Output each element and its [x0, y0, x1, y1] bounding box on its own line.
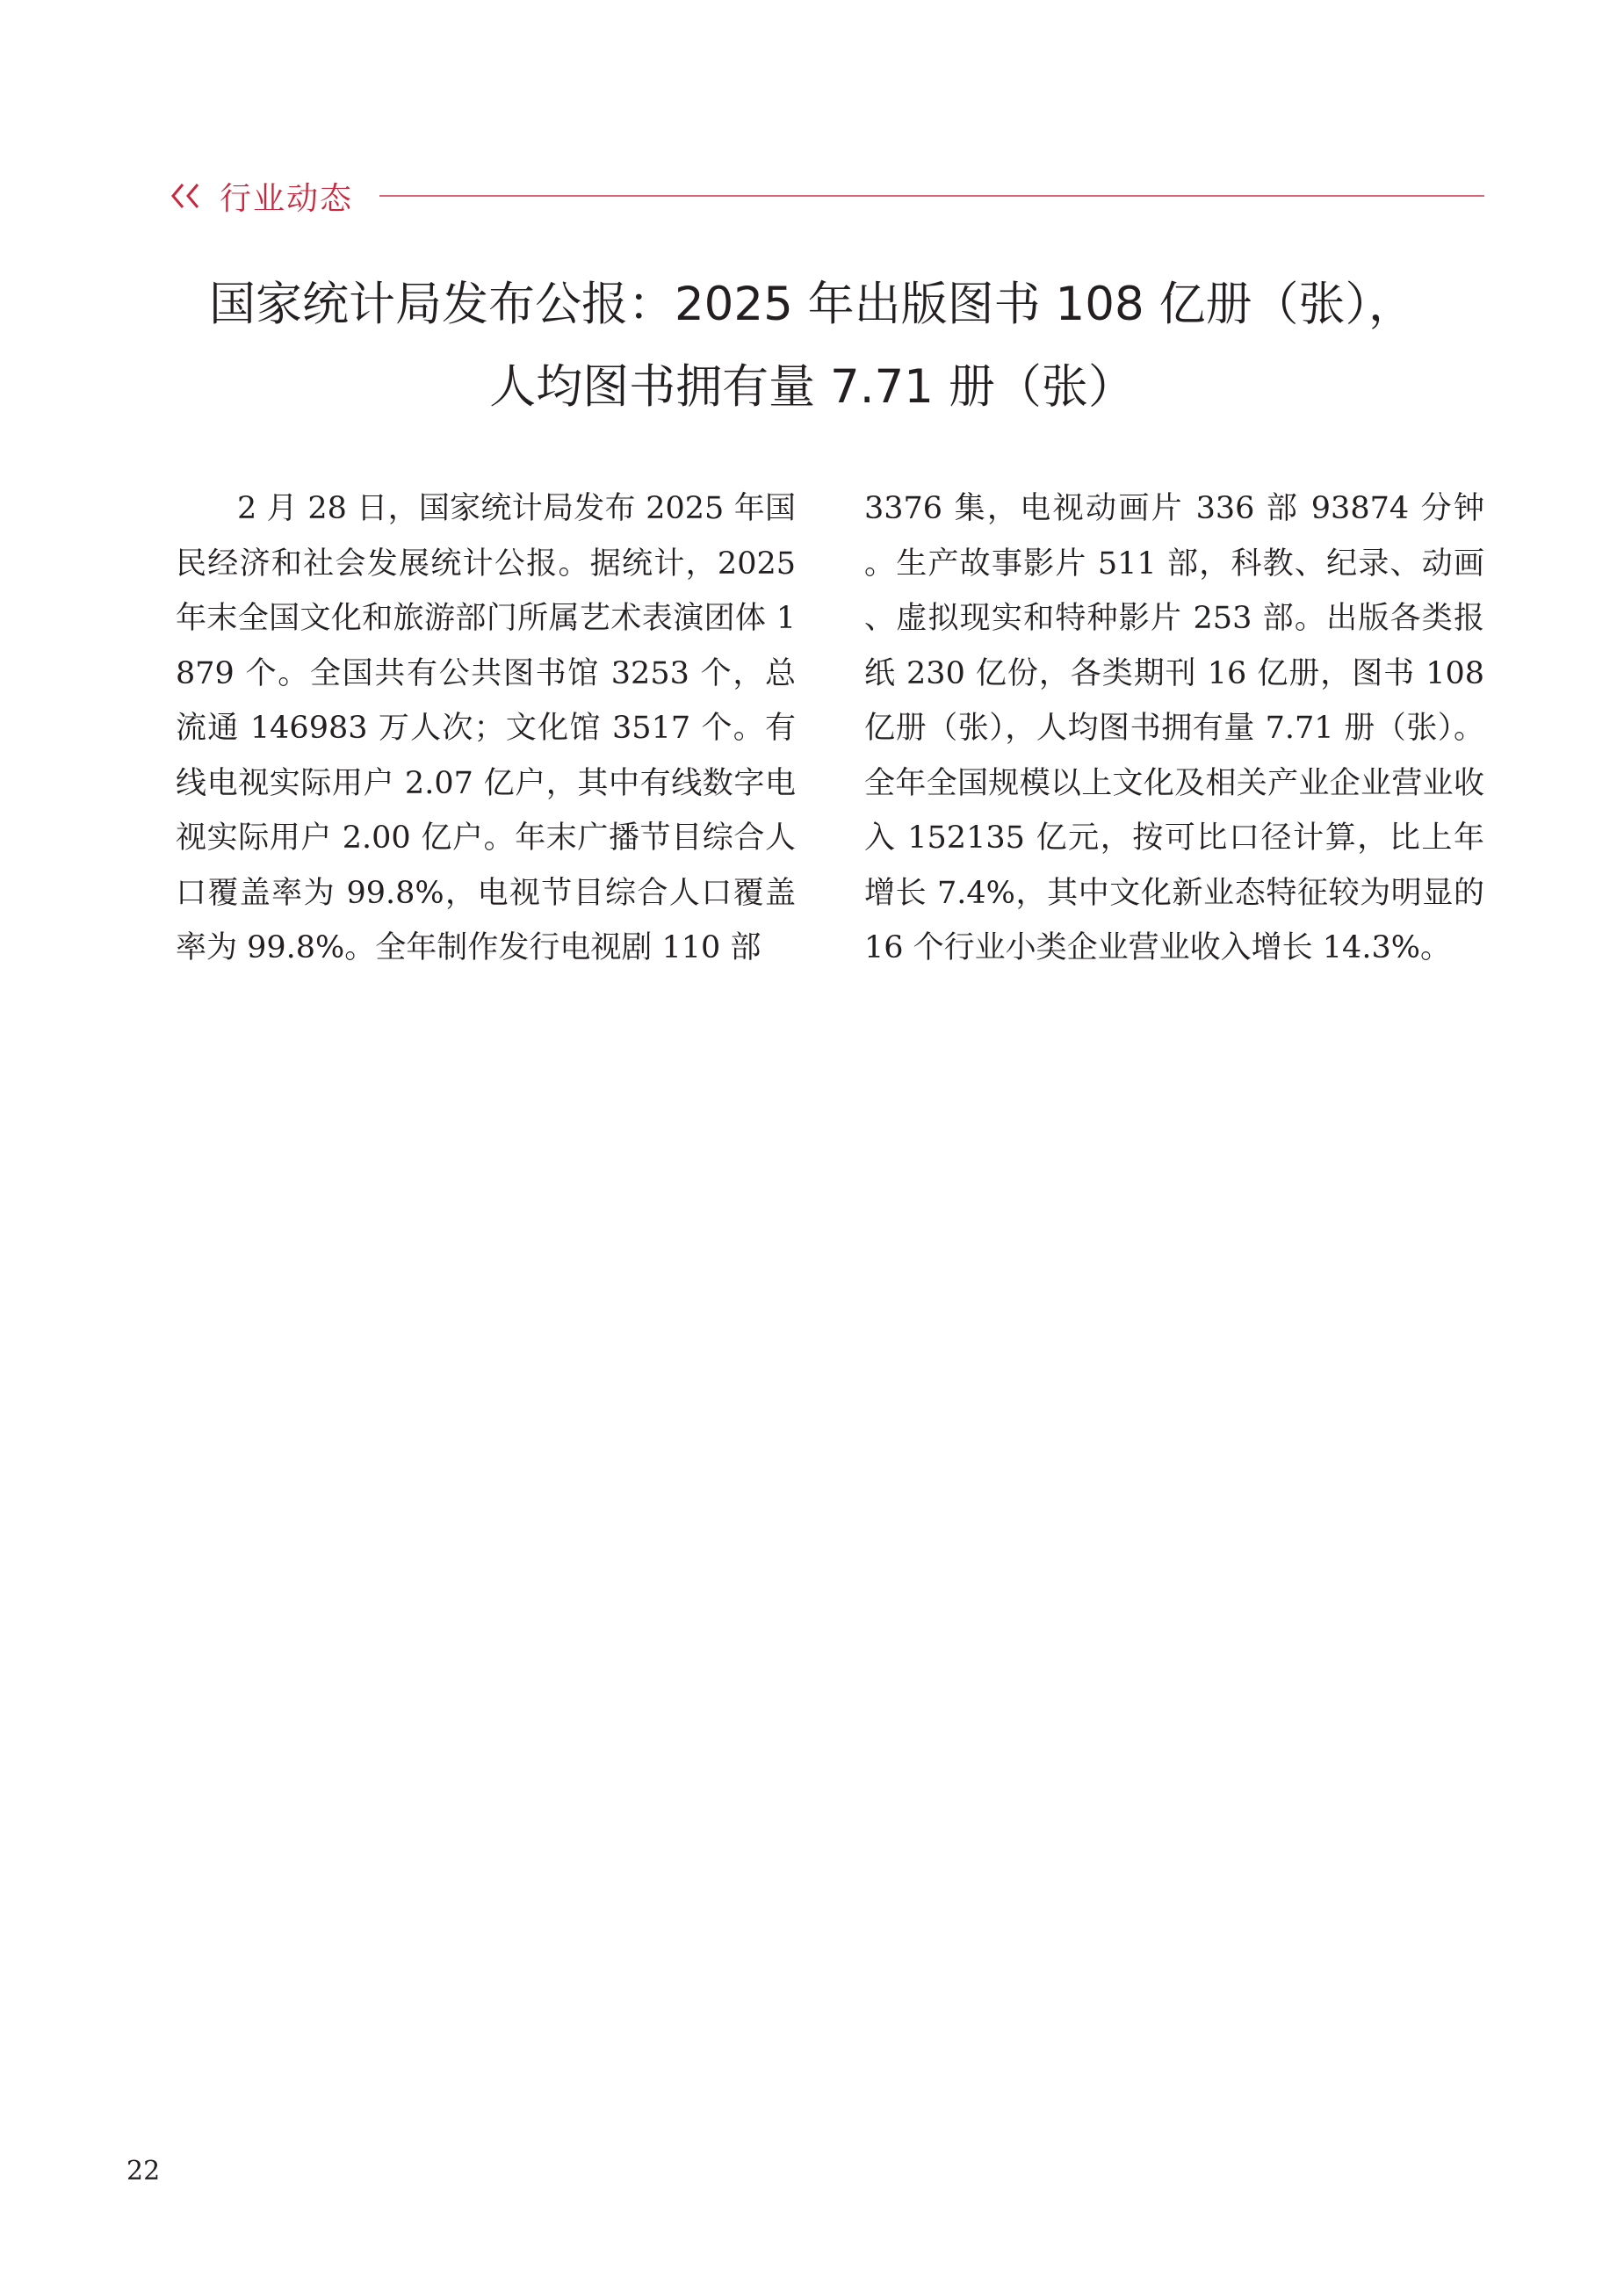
- article-body: [176, 481, 1484, 976]
- body-column-left: 2 月 28 日，国家统计局发布 2025 年国民经济和社会发展统计公报。据统计，2025 年末全国文化和旅游部门所属艺术表演团体 1879 个。全国共有公共图书馆 3253 个，总流通 146983 万人次；文化馆 3517 个。有线电视实际用户 2.07 亿户，其中有线数字电视实际用户 2.00 亿户。年末广播节目综合人口覆盖率为 99.8%，电视节目综合人口覆盖率为 99.8%。全年制作发行电视剧 110 部: [176, 491, 796, 965]
- section-label: 行业动态: [220, 180, 354, 217]
- section-header: [169, 165, 1484, 227]
- article-title: [132, 264, 1492, 429]
- body-column-right: 3376 集，电视动画片 336 部 93874 分钟。生产故事影片 511 部，科教、纪录、动画、虚拟现实和特种影片 253 部。出版各类报纸 230 亿份，各类期刊 16 亿册，图书 108 亿册（张），人均图书拥有量 7.71 册（张）。全年全国规模以上文化及相关产业企业营业收入 152135 亿元，按可比口径计算，比上年增长 7.4%，其中文化新业态特征较为明显的 16 个行业小类企业营业收入增长 14.3%。: [864, 491, 1484, 965]
- double-chevron-left-icon: [169, 181, 204, 211]
- header-divider: [379, 195, 1484, 197]
- article-title-line-2: 人均图书拥有量 7.71 册（张）: [489, 360, 1135, 414]
- article-title-line-1: 国家统计局发布公报：2025 年出版图书 108 亿册（张），: [208, 278, 1416, 331]
- page-number: 22: [126, 2156, 161, 2186]
